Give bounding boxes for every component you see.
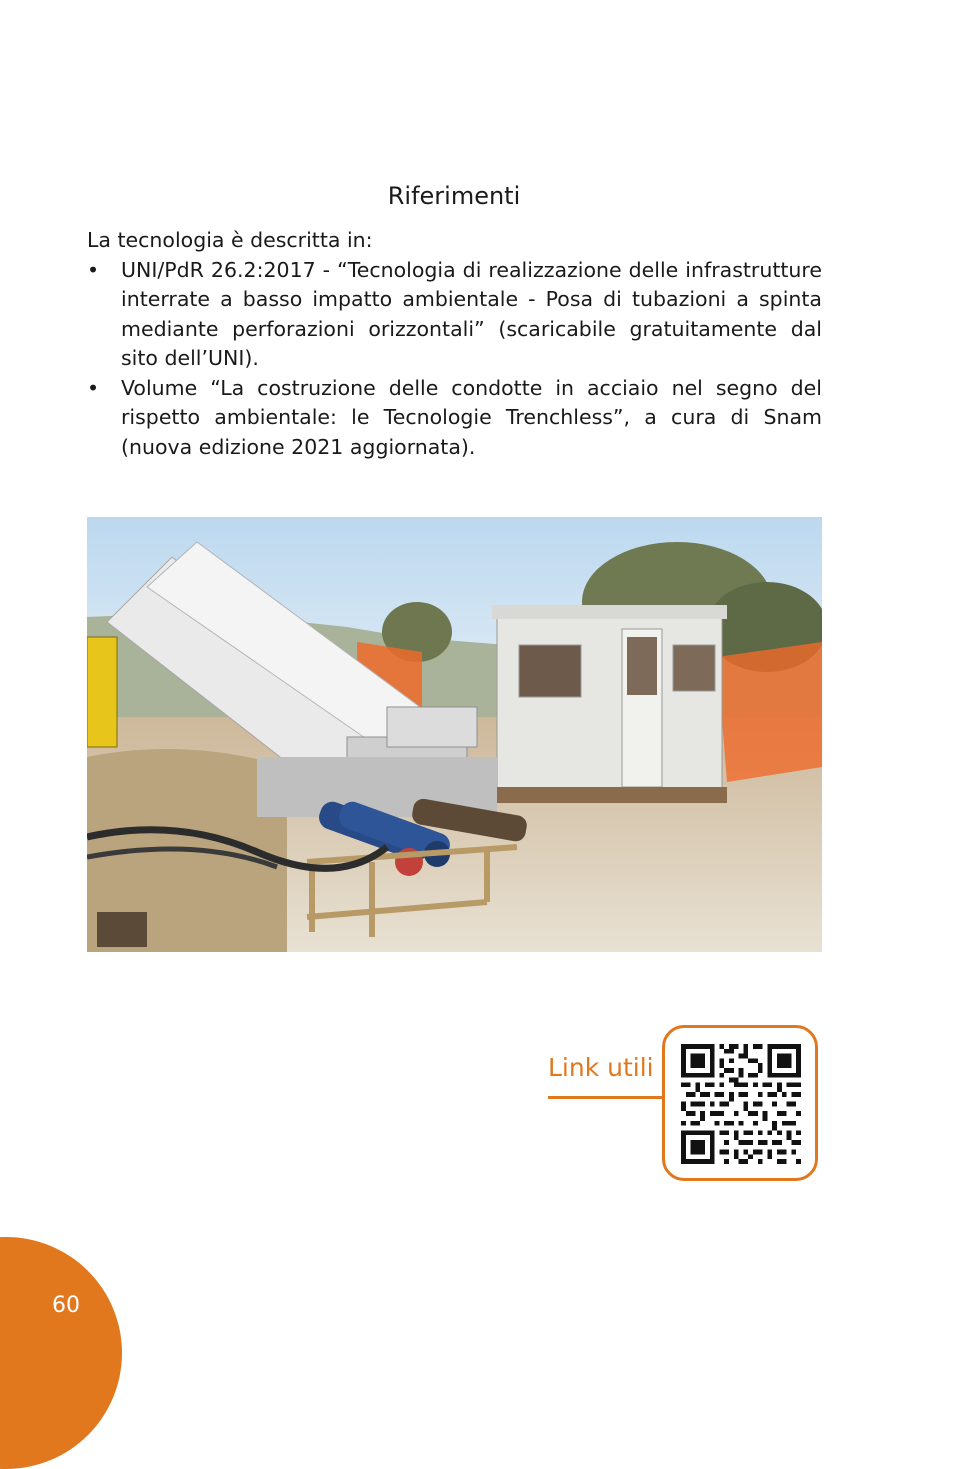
reference-item [87, 256, 822, 374]
drilling-rig-photo [87, 517, 822, 952]
reference-text: UNI/PdR 26.2:2017 - “Tecnologia di realizzazione delle infrastrutture interrate a basso impatto ambientale - Posa di tubazioni a spinta mediante perforazioni orizzontali” (scaricabile gratuitamente dal sito dell’UNI). [121, 257, 822, 370]
bullet: • [87, 375, 100, 400]
useful-links-underline [548, 1096, 666, 1099]
references-list [87, 256, 822, 463]
reference-item [87, 374, 822, 463]
bullet: • [87, 257, 100, 282]
page-number-tab [0, 1237, 122, 1469]
qr-code-icon[interactable] [681, 1044, 801, 1164]
section-title: Riferimenti [387, 182, 521, 211]
intro-text: La tecnologia è descritta in: [87, 228, 373, 252]
useful-links-label: Link utili [548, 1053, 654, 1082]
page-number: 60 [52, 1293, 80, 1318]
qr-code-box[interactable] [662, 1025, 818, 1181]
reference-text: Volume “La costruzione delle condotte in acciaio nel segno del rispetto ambientale: le Tecnologie Trenchless”, a cura di Snam (nuova edizione 2021 aggiornata). [121, 375, 822, 459]
references-block [87, 226, 822, 462]
